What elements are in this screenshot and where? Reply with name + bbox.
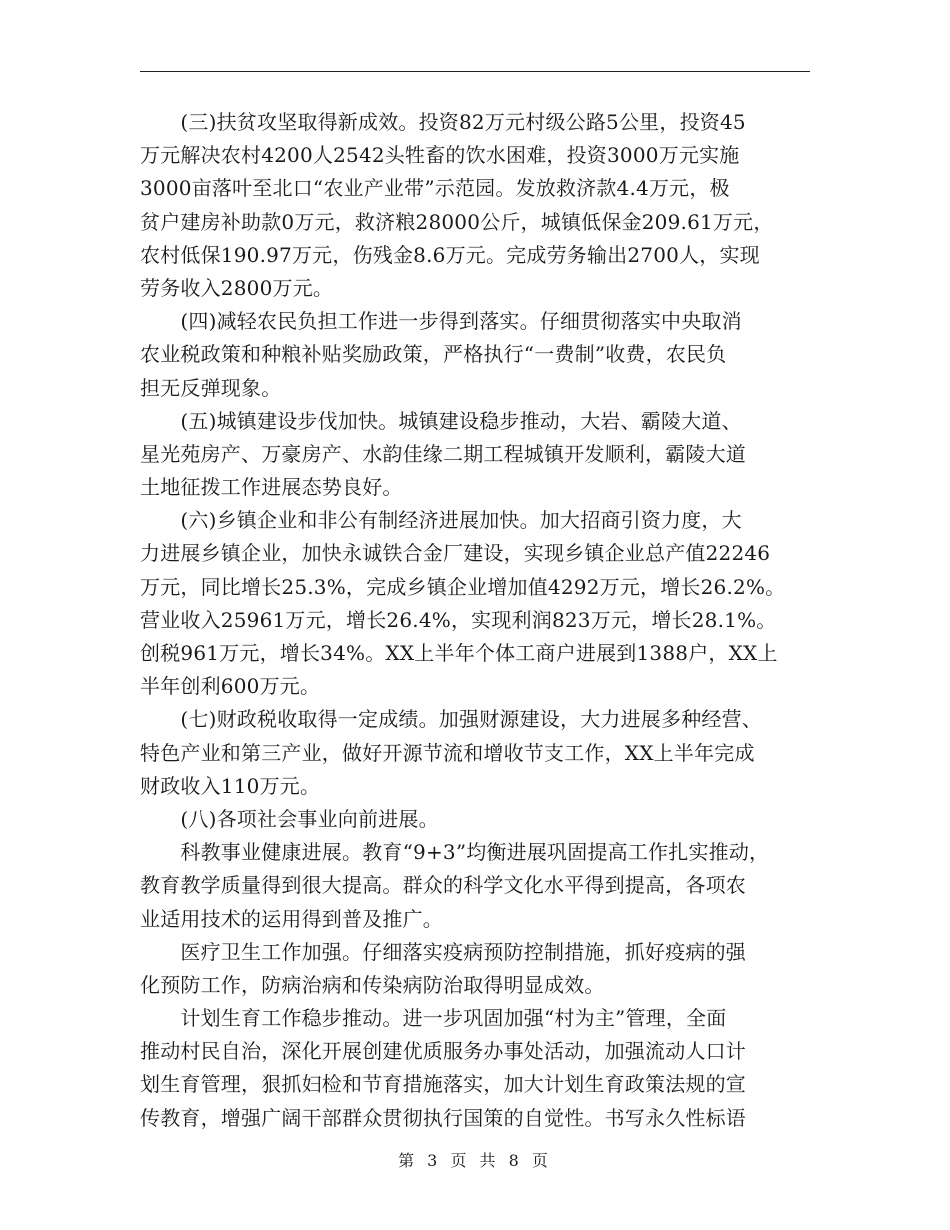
text-line: 教育教学质量得到很大提高。群众的科学文化水平得到提高，各项农 bbox=[140, 873, 746, 898]
text-line: 半年创利600万元。 bbox=[140, 674, 321, 699]
text-line: 星光苑房产、万豪房产、水韵佳缘二期工程城镇开发顺利，霸陵大道 bbox=[140, 441, 746, 466]
text-line: 推动村民自治，深化开展创建优质服务办事处活动，加强流动人口计 bbox=[140, 1039, 746, 1064]
text-line: 万元，同比增长25.3%，完成乡镇企业增加值4292万元，增长26.2%。 bbox=[140, 574, 786, 599]
text-line: (七)财政税收取得一定成绩。加强财源建设，大力进展多种经营、 bbox=[140, 707, 763, 732]
text-line: (四)减轻农民负担工作进一步得到落实。仔细贯彻落实中央取消 bbox=[140, 309, 742, 334]
text-line: 科教事业健康进展。教育“9+3”均衡进展巩固提高工作扎实推动， bbox=[140, 840, 770, 865]
text-line: 担无反弹现象。 bbox=[140, 375, 282, 400]
text-line: 业适用技术的运用得到普及推广。 bbox=[140, 906, 443, 931]
text-line: 财政收入110万元。 bbox=[140, 773, 321, 798]
text-line: 农业税政策和种粮补贴奖励政策，严格执行“一费制”收费，农民负 bbox=[140, 342, 727, 367]
text-line: 劳务收入2800万元。 bbox=[140, 275, 334, 300]
text-line: 力进展乡镇企业，加快永诚铁合金厂建设，实现乡镇企业总产值22246 bbox=[140, 541, 771, 566]
text-line: 创税961万元，增长34%。XX上半年个体工商户进展到1388户，XX上 bbox=[140, 641, 778, 665]
text-line: 化预防工作，防病治病和传染病防治取得明显成效。 bbox=[140, 972, 605, 997]
text-line: 万元解决农村4200人2542头牲畜的饮水困难，投资3000万元实施 bbox=[140, 143, 740, 168]
text-line: 特色产业和第三产业，做好开源节流和增收节支工作，XX上半年完成 bbox=[140, 740, 755, 765]
text-line: 营业收入25961万元，增长26.4%，实现利润823万元，增长28.1%。 bbox=[140, 607, 777, 632]
text-line: 划生育管理，狠抓妇检和节育措施落实，加大计划生育政策法规的宣 bbox=[140, 1072, 746, 1097]
text-line: 3000亩落叶至北口“农业产业带”示范园。发放救济款4.4万元，极 bbox=[140, 176, 730, 201]
text-line: 传教育，增强广阔干部群众贯彻执行国策的自觉性。书写永久性标语 bbox=[140, 1105, 746, 1130]
text-line: (三)扶贫攻坚取得新成效。投资82万元村级公路5公里，投资45 bbox=[140, 110, 746, 134]
header-rule bbox=[140, 71, 810, 72]
text-line: 贫户建房补助款0万元，救济粮28000公斤，城镇低保金209.61万元， bbox=[140, 209, 774, 234]
text-line: 计划生育工作稳步推动。进一步巩固加强“村为主”管理，全面 bbox=[140, 1006, 727, 1031]
page-number-footer: 第 3 页 共 8 页 bbox=[398, 1151, 552, 1170]
text-line: 土地征拨工作进展态势良好。 bbox=[140, 475, 403, 500]
text-line: 医疗卫生工作加强。仔细落实疫病预防控制措施，抓好疫病的强 bbox=[140, 939, 746, 964]
text-line: 农村低保190.97万元，伤残金8.6万元。完成劳务输出2700人，实现 bbox=[140, 242, 760, 267]
text-line: (八)各项社会事业向前进展。 bbox=[140, 806, 439, 831]
document-body bbox=[140, 106, 830, 1135]
text-line: (六)乡镇企业和非公有制经济进展加快。加大招商引资力度，大 bbox=[140, 508, 742, 533]
text-line: (五)城镇建设步伐加快。城镇建设稳步推动，大岩、霸陵大道、 bbox=[140, 408, 742, 433]
